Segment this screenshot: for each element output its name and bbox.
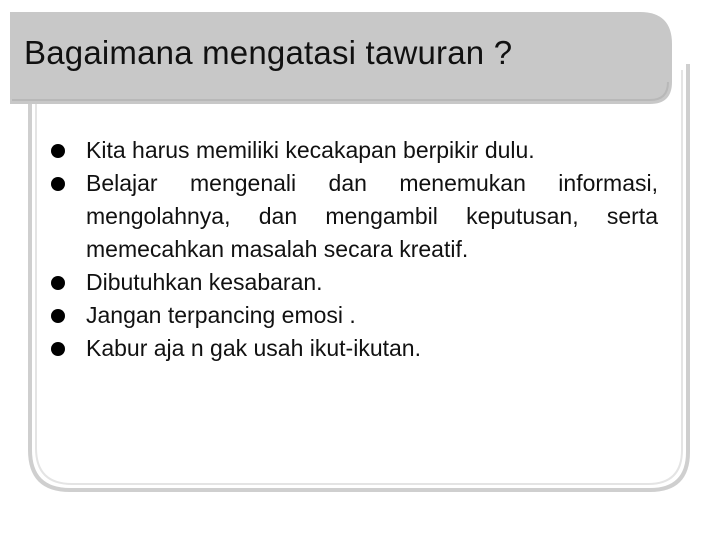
bullet-text: Kita harus memiliki kecakapan berpikir dulu. — [86, 137, 535, 163]
bullet-text: Dibutuhkan kesabaran. — [86, 269, 323, 295]
bullet-text: Belajar mengenali dan menemukan informasi, mengolahnya, dan mengambil keputusan, serta memecahkan masalah secara kreatif. — [86, 170, 658, 262]
bullet-item — [50, 134, 658, 167]
bullet-list — [50, 134, 658, 365]
bullet-icon — [51, 342, 65, 356]
bullet-icon — [51, 177, 65, 191]
bullet-item — [50, 299, 658, 332]
bullet-item — [50, 332, 658, 365]
bullet-icon — [51, 309, 65, 323]
bullet-icon — [51, 144, 65, 158]
bullet-text: Kabur aja n gak usah ikut-ikutan. — [86, 335, 421, 361]
bullet-icon — [51, 276, 65, 290]
bullet-text: Jangan terpancing emosi . — [86, 302, 356, 328]
bullet-item — [50, 266, 658, 299]
slide-title: Bagaimana mengatasi tawuran ? — [24, 34, 513, 71]
bullet-item — [50, 167, 658, 266]
